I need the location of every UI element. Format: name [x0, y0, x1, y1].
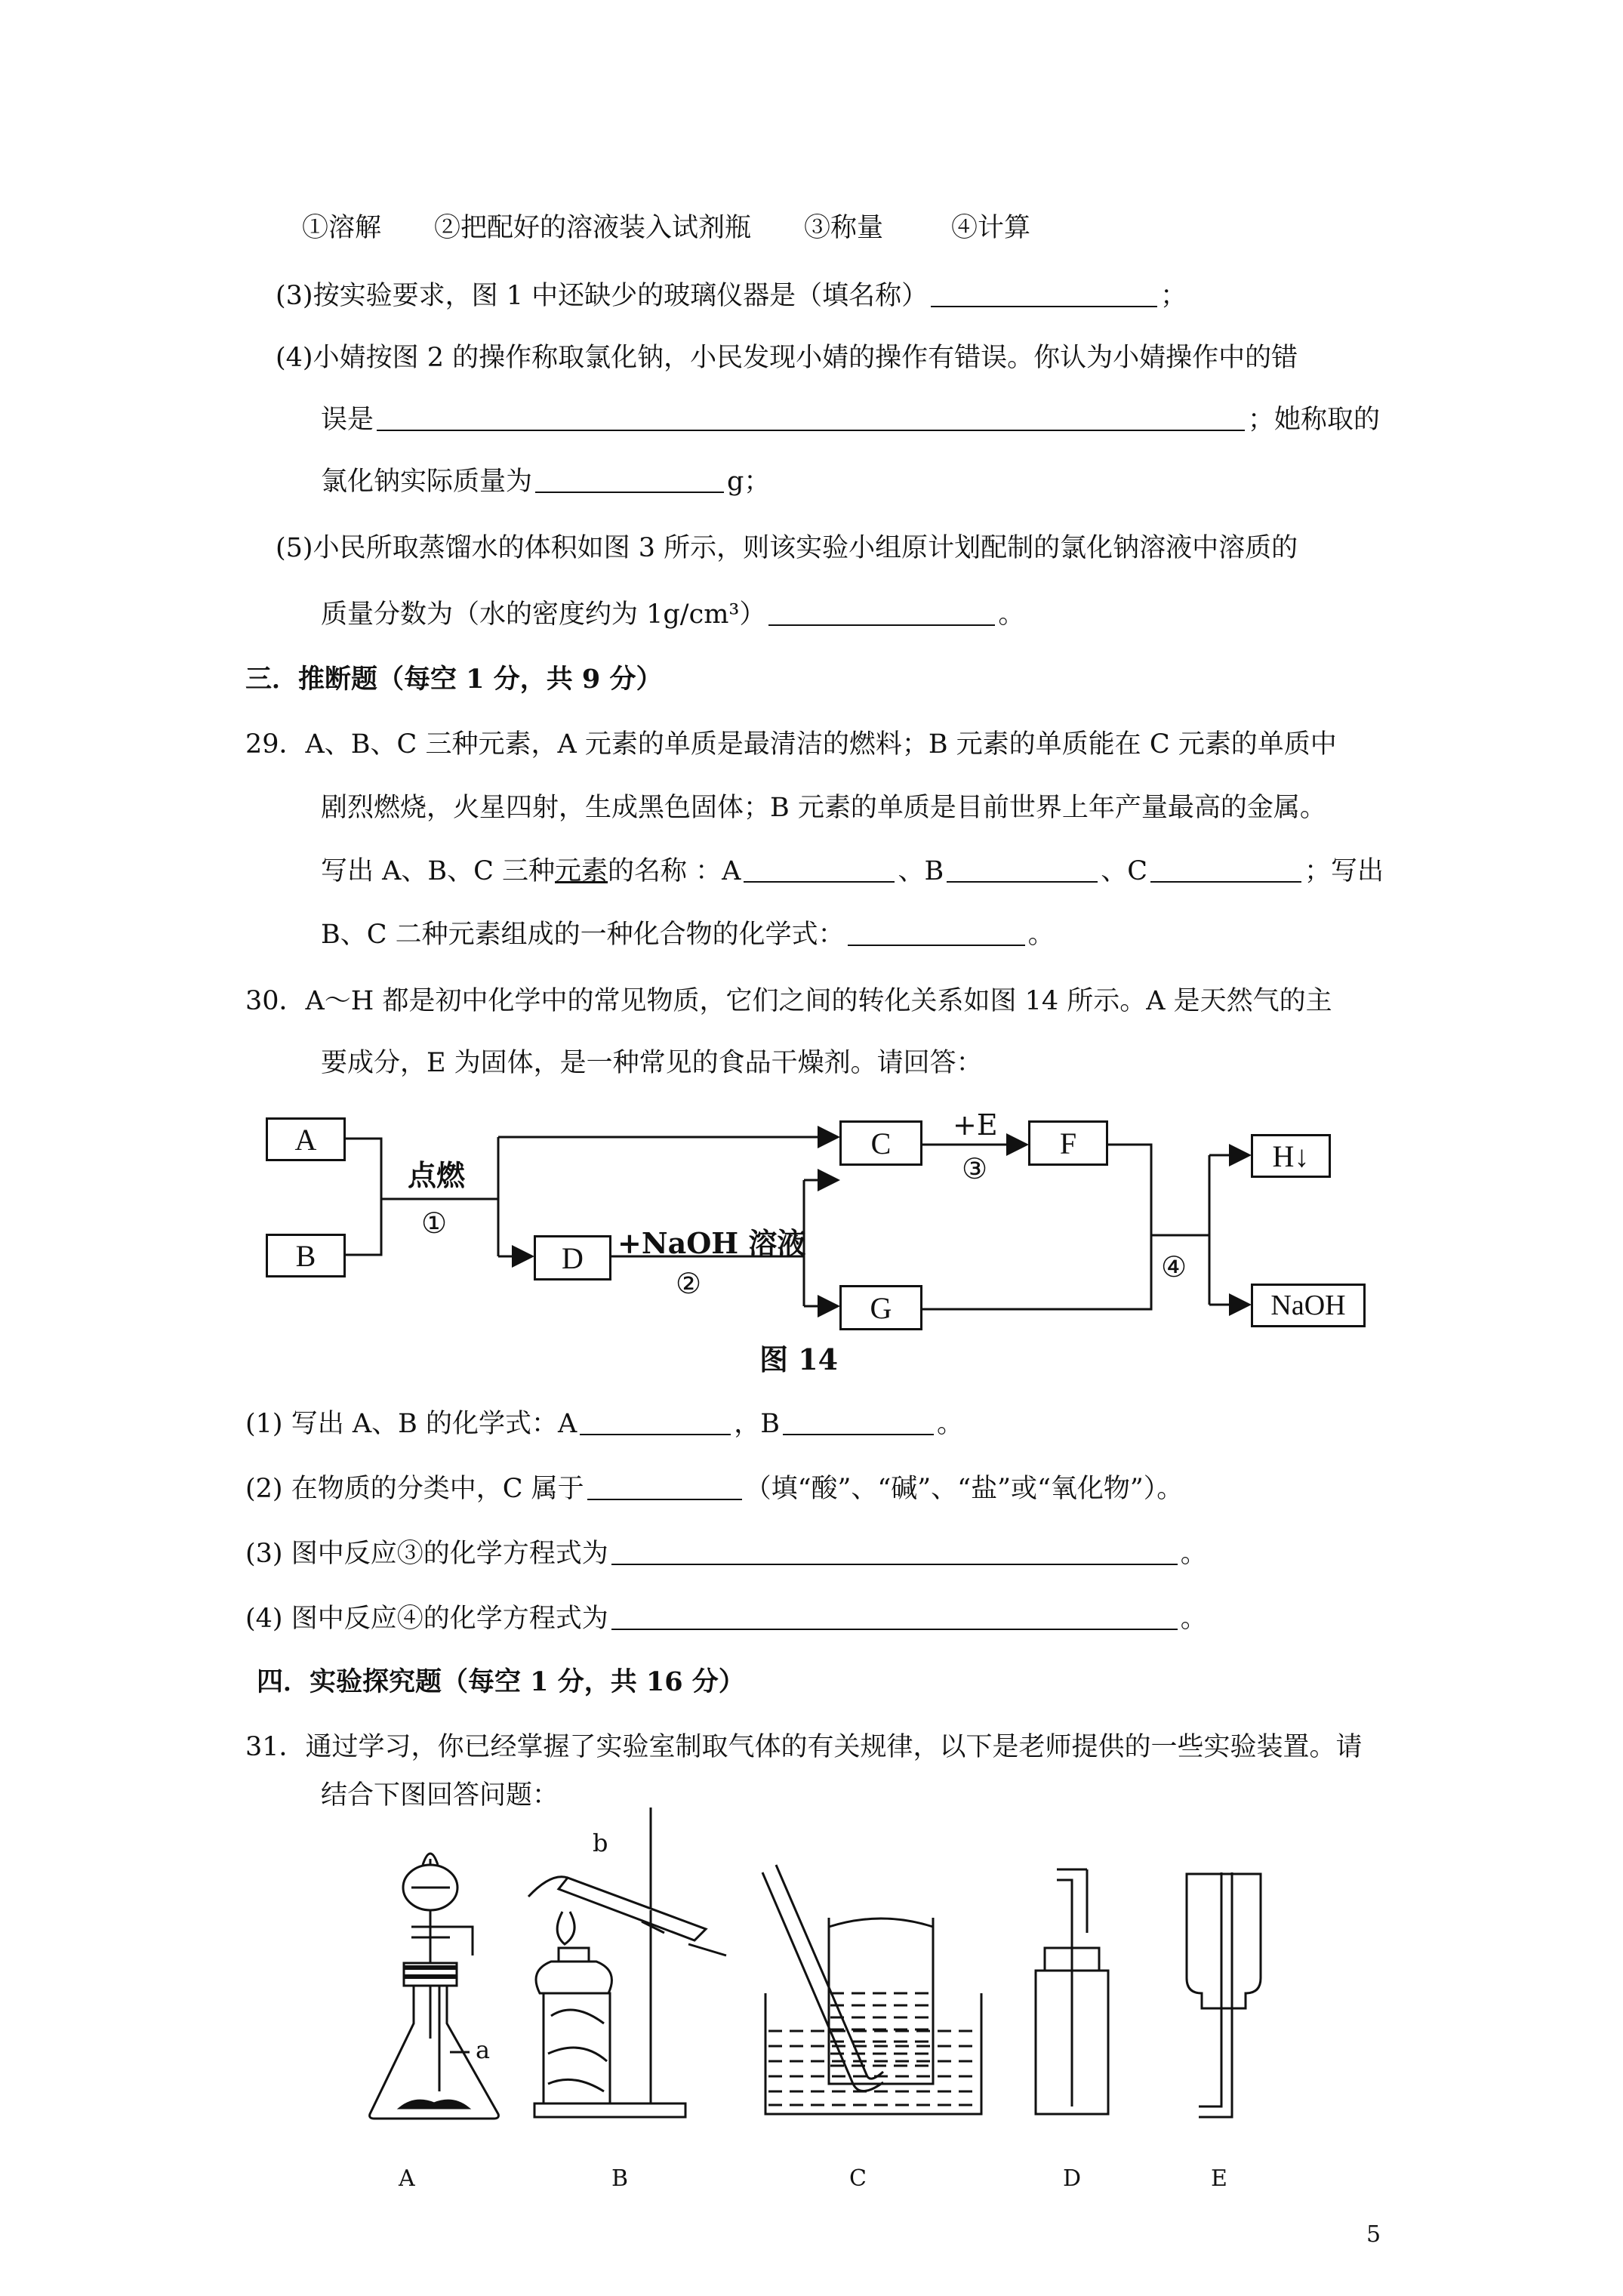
box-d: D: [534, 1235, 611, 1281]
apparatus-label-d: D: [1063, 2165, 1082, 2192]
reaction-2-number: ②: [676, 1267, 702, 1300]
q29-l3-b: 、B: [898, 856, 944, 886]
q29-l3-post: ；写出: [1304, 856, 1384, 886]
q28-part3-text: (3)按实验要求，图 1 中还缺少的玻璃仪器是（填名称）: [276, 281, 929, 311]
q29-element-word: 元素: [555, 856, 608, 886]
q29-l4-pre: B、C 二种元素组成的一种化合物的化学式：: [321, 920, 845, 950]
q29-l4-post: 。: [1027, 920, 1055, 950]
section-3-heading: 三．推断题（每空 1 分，共 9 分）: [245, 664, 663, 695]
apparatus-e-bottle: [1187, 1872, 1261, 2117]
q30-s1-mid: ，B: [734, 1409, 780, 1439]
box-f: F: [1028, 1120, 1108, 1166]
box-a: A: [266, 1117, 346, 1161]
reaction-3-label: +E: [953, 1108, 998, 1142]
step-1: ①溶解: [302, 213, 382, 243]
mark-b: b: [593, 1829, 608, 1857]
reaction-2-label: +NaOH 溶液: [617, 1226, 806, 1260]
apparatus-a-flask: [370, 1854, 499, 2119]
q28-part4-post: ；她称取的: [1248, 405, 1381, 435]
q30-s3-post: 。: [1180, 1539, 1207, 1569]
apparatus-d-bottle: [1036, 1869, 1108, 2114]
reaction-3-number: ③: [962, 1152, 988, 1185]
reaction-1-label: 点燃: [408, 1158, 466, 1192]
apparatus-label-b: B: [611, 2165, 629, 2192]
q30-s1-post: 。: [936, 1409, 963, 1439]
apparatus-label-c: C: [849, 2165, 867, 2192]
mark-a: a: [476, 2036, 491, 2064]
q30-s3-pre: (3) 图中反应③的化学方程式为: [245, 1539, 608, 1569]
q29-line1: 29．A、B、C 三种元素，A 元素的单质是最清洁的燃料；B 元素的单质能在 C 元素的单质中: [245, 729, 1337, 760]
q29-line2: 剧烈燃烧，火星四射，生成黑色固体；B 元素的单质是目前世界上年产量最高的金属。: [321, 793, 1326, 823]
q28-part4-mass-post: g；: [727, 467, 771, 497]
box-h: H↓: [1251, 1134, 1331, 1178]
q28-part3-end: ；: [1160, 281, 1187, 311]
section-4-heading: 四．实验探究题（每空 1 分，共 16 分）: [257, 1666, 745, 1697]
q30-s4-post: 。: [1180, 1604, 1207, 1634]
q31-line1: 31．通过学习，你已经掌握了实验室制取气体的有关规律，以下是老师提供的一些实验装置。请: [245, 1732, 1363, 1762]
step-3: ③称量: [804, 213, 884, 243]
q28-part4-mass-pre: 氯化钠实际质量为: [321, 467, 533, 497]
apparatus-b-heating: [528, 1808, 726, 2117]
q28-part5-pre: 质量分数为（水的密度约为 1g/cm³）: [321, 599, 766, 630]
q28-part4-line1: (4)小婧按图 2 的操作称取氯化钠，小民发现小婧的操作有错误。你认为小婧操作中的错: [276, 343, 1298, 373]
box-c: C: [839, 1120, 922, 1166]
q29-l3-pre: 写出 A、B、C 三种: [321, 856, 556, 886]
box-g: G: [839, 1285, 922, 1330]
reaction-1-number: ①: [421, 1207, 448, 1240]
q30-line2: 要成分，E 为固体，是一种常见的食品干燥剂。请回答：: [321, 1048, 983, 1078]
q31-line2: 结合下图回答问题：: [321, 1780, 559, 1811]
q30-s1-pre: (1) 写出 A、B 的化学式：A: [245, 1409, 577, 1439]
q30-s2-post: （填“酸”、“碱”、“盐”或“氧化物”）。: [744, 1474, 1184, 1504]
q28-part5-post: 。: [998, 599, 1025, 630]
q30-line1: 30．A～H 都是初中化学中的常见物质，它们之间的转化关系如图 14 所示。A 是天然气的主: [245, 986, 1332, 1016]
apparatus-label-a: A: [399, 2165, 415, 2192]
q28-part4-pre: 误是: [321, 405, 374, 435]
page-number: 5: [1366, 2221, 1381, 2248]
box-b: B: [266, 1234, 346, 1277]
step-4: ④计算: [951, 213, 1031, 243]
figure-caption: 图 14: [759, 1342, 839, 1376]
q29-l3-mid: 的名称 ：A: [608, 856, 741, 886]
apparatus-label-e: E: [1211, 2165, 1227, 2192]
step-2: ②把配好的溶液装入试剂瓶: [434, 213, 752, 243]
q30-s2-pre: (2) 在物质的分类中，C 属于: [245, 1474, 584, 1504]
q28-part5-line1: (5)小民所取蒸馏水的体积如图 3 所示，则该实验小组原计划配制的氯化钠溶液中溶质的: [276, 533, 1298, 563]
reaction-4-number: ④: [1161, 1250, 1187, 1284]
q30-s4-pre: (4) 图中反应④的化学方程式为: [245, 1604, 608, 1634]
box-naoh: NaOH: [1251, 1284, 1366, 1327]
q29-l3-c: 、C: [1101, 856, 1147, 886]
apparatus-c-trough: [762, 1865, 981, 2114]
